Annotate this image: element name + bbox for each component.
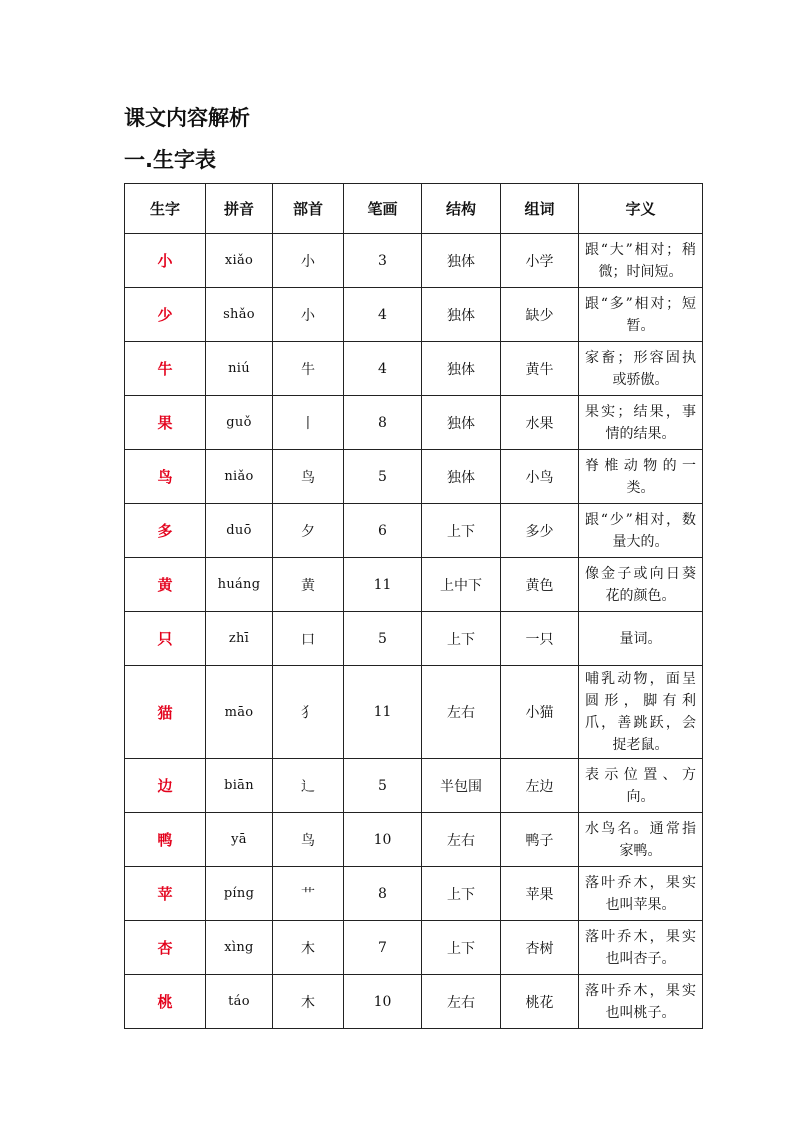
cell-pinyin: táo: [206, 975, 273, 1029]
cell-radical: 口: [273, 612, 344, 666]
cell-char: 黄: [125, 558, 206, 612]
cell-char: 少: [125, 288, 206, 342]
cell-char: 猫: [125, 666, 206, 759]
cell-structure: 左右: [422, 813, 501, 867]
table-row: [125, 612, 703, 666]
cell-strokes: 3: [344, 234, 422, 288]
cell-structure: 上下: [422, 921, 501, 975]
cell-strokes: 10: [344, 975, 422, 1029]
cell-word: 小鸟: [501, 450, 579, 504]
cell-meaning: 脊椎动物的一类。: [579, 450, 703, 504]
cell-char: 边: [125, 759, 206, 813]
cell-structure: 独体: [422, 288, 501, 342]
column-header-strokes: 笔画: [344, 184, 422, 234]
cell-pinyin: biān: [206, 759, 273, 813]
cell-radical: 鸟: [273, 813, 344, 867]
cell-char: 鸟: [125, 450, 206, 504]
cell-word: 鸭子: [501, 813, 579, 867]
cell-strokes: 10: [344, 813, 422, 867]
cell-strokes: 11: [344, 666, 422, 759]
page-title: 课文内容解析: [124, 106, 250, 130]
cell-structure: 独体: [422, 396, 501, 450]
cell-structure: 上下: [422, 867, 501, 921]
cell-radical: 犭: [273, 666, 344, 759]
cell-radical: 木: [273, 975, 344, 1029]
cell-radical: 牛: [273, 342, 344, 396]
table-row: [125, 558, 703, 612]
cell-strokes: 5: [344, 450, 422, 504]
cell-strokes: 11: [344, 558, 422, 612]
cell-radical: 辶: [273, 759, 344, 813]
table-row: [125, 288, 703, 342]
cell-radical: 木: [273, 921, 344, 975]
column-header-meaning: 字义: [579, 184, 703, 234]
table-row: [125, 759, 703, 813]
cell-pinyin: niǎo: [206, 450, 273, 504]
cell-word: 多少: [501, 504, 579, 558]
cell-meaning: 像金子或向日葵花的颜色。: [579, 558, 703, 612]
column-header-char: 生字: [125, 184, 206, 234]
cell-radical: 艹: [273, 867, 344, 921]
cell-meaning: 果实；结果，事情的结果。: [579, 396, 703, 450]
cell-word: 缺少: [501, 288, 579, 342]
cell-structure: 独体: [422, 342, 501, 396]
table-row: [125, 921, 703, 975]
cell-strokes: 7: [344, 921, 422, 975]
cell-word: 黄牛: [501, 342, 579, 396]
column-header-pinyin: 拼音: [206, 184, 273, 234]
cell-char: 只: [125, 612, 206, 666]
cell-char: 苹: [125, 867, 206, 921]
column-header-radical: 部首: [273, 184, 344, 234]
cell-word: 一只: [501, 612, 579, 666]
cell-structure: 上下: [422, 612, 501, 666]
cell-char: 多: [125, 504, 206, 558]
cell-strokes: 5: [344, 759, 422, 813]
table-row: [125, 450, 703, 504]
cell-word: 桃花: [501, 975, 579, 1029]
cell-word: 杏树: [501, 921, 579, 975]
table-row: [125, 813, 703, 867]
table-row: [125, 666, 703, 759]
cell-char: 牛: [125, 342, 206, 396]
cell-structure: 左右: [422, 666, 501, 759]
table-row: [125, 396, 703, 450]
cell-meaning: 哺乳动物，面呈圆形，脚有利爪，善跳跃，会捉老鼠。: [579, 666, 703, 759]
cell-meaning: 家畜；形容固执或骄傲。: [579, 342, 703, 396]
cell-meaning: 水鸟名。通常指家鸭。: [579, 813, 703, 867]
cell-pinyin: niú: [206, 342, 273, 396]
table-row: [125, 504, 703, 558]
cell-strokes: 6: [344, 504, 422, 558]
cell-word: 小猫: [501, 666, 579, 759]
cell-char: 杏: [125, 921, 206, 975]
cell-char: 鸭: [125, 813, 206, 867]
cell-structure: 半包围: [422, 759, 501, 813]
cell-pinyin: shǎo: [206, 288, 273, 342]
cell-pinyin: guǒ: [206, 396, 273, 450]
table-row: [125, 342, 703, 396]
cell-strokes: 4: [344, 342, 422, 396]
character-table: [124, 183, 703, 1029]
cell-strokes: 8: [344, 867, 422, 921]
cell-word: 黄色: [501, 558, 579, 612]
table-row: [125, 234, 703, 288]
cell-radical: 夕: [273, 504, 344, 558]
cell-char: 桃: [125, 975, 206, 1029]
cell-pinyin: huáng: [206, 558, 273, 612]
cell-pinyin: xìng: [206, 921, 273, 975]
cell-structure: 独体: [422, 234, 501, 288]
cell-word: 苹果: [501, 867, 579, 921]
cell-structure: 上中下: [422, 558, 501, 612]
cell-pinyin: yā: [206, 813, 273, 867]
cell-char: 果: [125, 396, 206, 450]
cell-meaning: 落叶乔木，果实也叫桃子。: [579, 975, 703, 1029]
cell-meaning: 落叶乔木，果实也叫苹果。: [579, 867, 703, 921]
cell-radical: 黄: [273, 558, 344, 612]
cell-pinyin: zhī: [206, 612, 273, 666]
cell-strokes: 4: [344, 288, 422, 342]
cell-structure: 独体: [422, 450, 501, 504]
cell-word: 小学: [501, 234, 579, 288]
cell-structure: 左右: [422, 975, 501, 1029]
cell-meaning: 量词。: [579, 612, 703, 666]
cell-strokes: 8: [344, 396, 422, 450]
cell-word: 左边: [501, 759, 579, 813]
cell-meaning: 跟“多”相对；短暂。: [579, 288, 703, 342]
cell-pinyin: duō: [206, 504, 273, 558]
column-header-word: 组词: [501, 184, 579, 234]
section-heading: 一.生字表: [124, 148, 216, 172]
table-header-row: [125, 184, 703, 234]
cell-pinyin: xiǎo: [206, 234, 273, 288]
table-row: [125, 975, 703, 1029]
cell-word: 水果: [501, 396, 579, 450]
cell-pinyin: píng: [206, 867, 273, 921]
cell-radical: 丨: [273, 396, 344, 450]
cell-meaning: 落叶乔木，果实也叫杏子。: [579, 921, 703, 975]
cell-radical: 鸟: [273, 450, 344, 504]
cell-radical: 小: [273, 288, 344, 342]
cell-structure: 上下: [422, 504, 501, 558]
cell-meaning: 表示位置、方向。: [579, 759, 703, 813]
cell-meaning: 跟“大”相对；稍微；时间短。: [579, 234, 703, 288]
cell-strokes: 5: [344, 612, 422, 666]
cell-radical: 小: [273, 234, 344, 288]
table-row: [125, 867, 703, 921]
cell-char: 小: [125, 234, 206, 288]
column-header-structure: 结构: [422, 184, 501, 234]
cell-pinyin: māo: [206, 666, 273, 759]
cell-meaning: 跟“少”相对，数量大的。: [579, 504, 703, 558]
